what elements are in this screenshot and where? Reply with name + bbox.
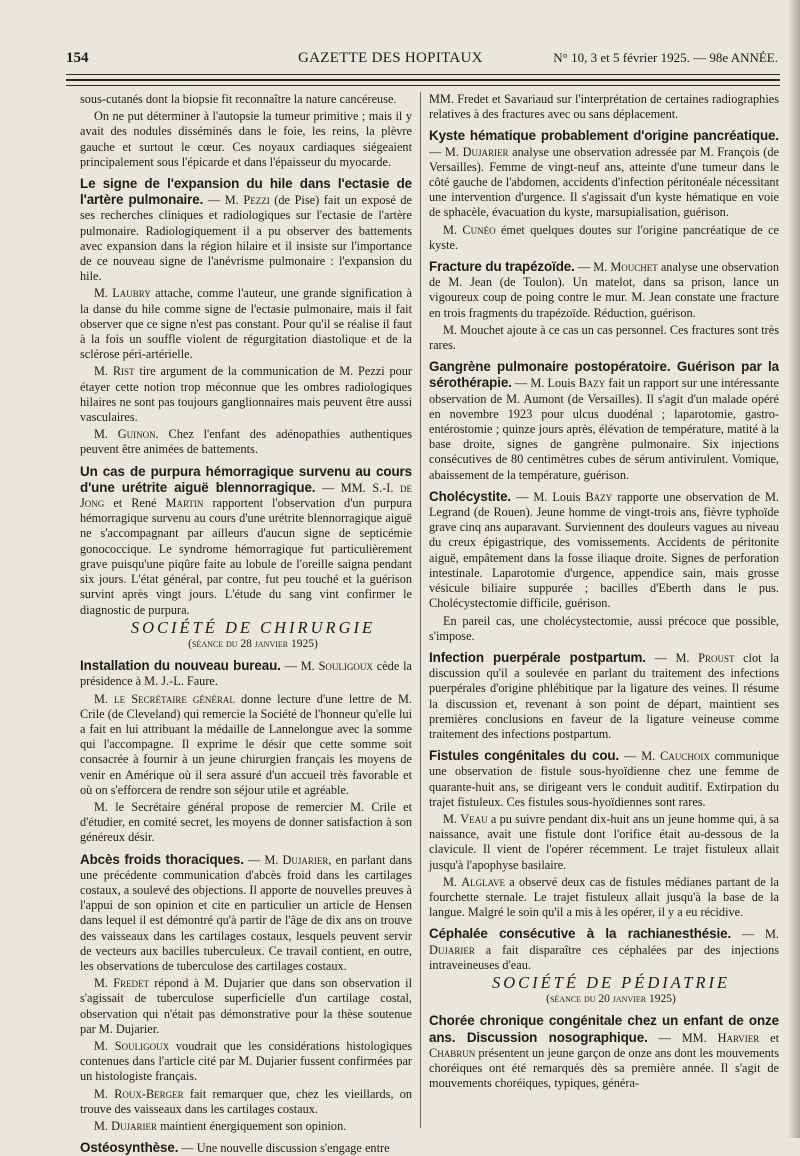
author-name: Roux-Berger	[114, 1086, 184, 1101]
paragraph: M. Dujarier maintient énergiquement son opinion.	[94, 1119, 347, 1133]
section-title: Chorée chronique congénitale chez un enfant de onze ans. Discussion nosographique.	[429, 1013, 779, 1045]
section-text: rapporte une observation de M. Legrand (de Rouen). Jeune homme de vingt-trois ans, fièvre typhoïde grave cinq ans auparavant. Surviennent des douleurs vagues au niveau du creux épigastrique, des vomissements. Accidents de péritonite aiguë, empâtement dans la fosse iliaque droite. Signes de perforation intestinale. Laparotomie d'urgence, appendice sain, mais grosse vésicule biliaire suppurée ; bacilles d'Eberth dans le pus. Cholécystectomie difficile, guérison.	[429, 489, 779, 611]
header-rule-bottom	[66, 85, 780, 86]
paragraph-text: a pu suivre pendant dix-huit ans un jeune homme qui, à sa naissance, avait une fistule dont l'orifice était au-dessous de la clavicule. Il vient de l'opérer récemment. Le trajet fistuleux allait jusqu'à l'apophyse basilaire.	[429, 811, 779, 872]
author-name: Mouchet	[610, 260, 658, 275]
running-header	[66, 44, 778, 70]
paragraph: M. le Secrétaire général propose de remercier M. Crile et d'étudier, en comité secret, les moyens de donner satisfaction à son généreux désir.	[80, 799, 412, 845]
author-name: Souligoux	[114, 1038, 170, 1053]
author-name: Bazy	[578, 376, 606, 391]
paragraph-text: Chez l'enfant des adénopathies authentiques peuvent être animées de battements.	[80, 427, 412, 457]
page-number: 154	[66, 50, 89, 66]
author-name: Dujarier,	[282, 852, 332, 867]
paragraph: M. Laubry attache, comme l'auteur, une grande signification à la danse du hile comme signe de l'ectasie pulmonaire, mais il fait observer que ce signe n'est pas constant. Pour qu'il se réalise il faut à la fois un souffle violent de régurgitation diastolique et de la sclérose péri-artérielle.	[80, 286, 412, 362]
session-date	[429, 992, 779, 1007]
session-prefix: (séance du	[546, 993, 596, 1006]
header-rule-top	[66, 74, 780, 75]
header-rule-middle	[66, 79, 780, 81]
paragraph-text: attache, comme l'auteur, une grande signification à la danse du hile comme signe de l'ectasie pulmonaire, mais il fait observer que ce signe n'est pas constant. Pour qu'il se réalise il faut à la fois un souffle violent de régurgitation diastolique et de la sclérose péri-artérielle.	[80, 286, 412, 362]
author-name: Alglave	[461, 874, 505, 889]
paragraph: M. Alglave a observé deux cas de fistules médianes partant de la fourchette sternale. Le trajet fistuleux allait jusqu'à la base de la langue. Malgré le soin qu'il a mis à les opérer, il y a eu récidive.	[429, 874, 779, 920]
author-name: Dujarier	[462, 144, 509, 159]
paragraph: En pareil cas, une cholécystectomie, aussi précoce que possible, s'impose.	[429, 613, 779, 643]
section-text: a fait disparaître ces céphalées par des injections intraveineuses d'eau.	[429, 942, 779, 972]
session-prefix: (séance du	[188, 637, 238, 650]
paragraph-text: voudrait que les considérations histologiques contenues dans l'article cité par M. Dujarier fussent confirmées par un histologiste français.	[80, 1038, 412, 1084]
section-title: Kyste hématique probablement d'origine pancréatique.	[429, 128, 779, 144]
paragraph: M. Veau a pu suivre pendant dix-huit ans un jeune homme qui, à sa naissance, avait une fistule dont l'orifice était au-dessous de la clavicule. Il vient de l'opérer récemment. Le trajet fistuleux allait jusqu'à l'apophyse basilaire.	[429, 811, 779, 872]
section-title: Abcès froids thoraciques.	[80, 851, 244, 867]
author-name: Bazy	[585, 489, 613, 504]
section-text: analyse une observation de M. Jean (de Toulon). Un matelot, dans sa prison, lance un vigoureux coup de poing contre le mur. M. Jean constate une fracture en trois fragments du trapézoïde. Réduction, guérison.	[429, 260, 779, 320]
section-text: (de Pise) fait un exposé de ses recherches cliniques et radiologiques sur l'ectasie de l'artère pulmonaire. Radiologiquement il a pu observer des battements avec expansion dans la région hilaire et il insiste sur l'importance de ce nouveau signe de l'anévrisme pulmonaire : l'expansion du hile.	[80, 193, 412, 284]
section-text: fait un rapport sur une intéressante observation de M. Aumont (de Versailles). Il s'agit d'un malade opéré en novembre 1923 pour ulcus duodénal ; laparotomie, gastro-entérostomie ; quinze jours après, élévation de température, matité à la base droite, signes de gangrène pulmonaire. Six injections consécutives de 80 centimètres cubes de sérum antivirulent. Vomique, abaissement de la température, guérison.	[429, 376, 779, 482]
connector-text: et René	[113, 496, 157, 511]
column-divider	[420, 92, 421, 1128]
section-title: Céphalée consécutive à la rachianesthésie.	[429, 926, 732, 942]
paragraph: M. Cunéo émet quelques doutes sur l'origine pancréatique de ce kyste.	[429, 222, 779, 252]
session-date-value: 20 janvier 1925)	[598, 993, 676, 1006]
section-text: cède la présidence à M. J.-L. Faure.	[80, 659, 412, 689]
author-name: Veau	[460, 811, 488, 826]
paragraph: sous-cutanés dont la biopsie fit reconnaître la nature cancéreuse.	[80, 92, 397, 106]
author-name: Pezzi	[243, 193, 270, 208]
author-name: le Secrétaire général	[114, 691, 235, 706]
section-title: Gangrène pulmonaire postopératoire. Guérison par la sérothérapie.	[429, 359, 779, 391]
section-title: Fistules congénitales du cou.	[429, 748, 620, 764]
society-title-pediatrie: SOCIÉTÉ DE PÉDIATRIE	[491, 972, 731, 992]
section-text: clot la discussion qu'il a soulevée en parlant du traitement des infections puerpérales d'origine phlébitique par la ligature des veines. Il résume la discussion et, revenant à son point de départ, maintient ses premières conclusions en faveur de la ligature veineuse comme traitement des infections postpartum.	[429, 650, 780, 741]
journal-title: GAZETTE DES HOPITAUX	[298, 50, 483, 66]
section-title: Ostéosynthèse.	[80, 1140, 179, 1156]
paragraph-text: maintient énergiquement son opinion.	[160, 1119, 347, 1133]
author-name: Martin	[165, 496, 204, 511]
page-edge-shadow	[788, 0, 800, 1138]
paragraph: M. Souligoux voudrait que les considérations histologiques contenues dans l'article cité par M. Dujarier fussent confirmées par un histologiste français.	[80, 1038, 412, 1084]
section-text: communique une observation de fistule sous-hyoïdienne chez une femme de quarante-huit ans, se dirigeant vers le conduit auditif. Extirpation du trajet fistuleux. Ces fistules sous-hyoïdiennes sont rares.	[429, 749, 780, 809]
paragraph: M. Guinon. Chez l'enfant des adénopathies authentiques peuvent être animées de battements.	[80, 427, 412, 457]
author-name: Dujarier	[429, 942, 475, 957]
section-title: Fracture du trapézoïde.	[429, 259, 575, 275]
author-name: Harvier	[717, 1030, 760, 1045]
author-name: Laubry	[112, 286, 151, 301]
paragraph: M. Fredet répond à M. Dujarier que dans son observation il s'agissait de tuberculose superficielle d'un cartilage costal, observation qui n'était pas démonstrative pour la thèse soutenue par M. Dujarier.	[80, 976, 412, 1036]
session-date	[80, 637, 412, 652]
section-title: Le signe de l'expansion du hile dans l'ectasie de l'artère pulmonaire.	[80, 176, 412, 208]
issue-info: N° 10, 3 et 5 février 1925. — 98e ANNÉE.	[553, 50, 778, 65]
author-name: Souligoux	[318, 659, 373, 674]
section-text: en parlant dans une précédente communication d'abcès froid dans les cartilages costaux, a soulevé des objections. Il apporte de nouvelles preuves à l'appui de son opinion et cite en particulier un article de Hensen dans lequel il est démontré qu'à partir de l'âge de dix ans on trouve des vaisseaux dans les cartilages costaux, lesquels peuvent servir de vecteurs aux bacilles tuberculeux. Ce travail contient, en outre, les observations de tuberculose des cartilages costaux.	[80, 852, 413, 973]
paragraph-text: répond à M. Dujarier que dans son observation il s'agissait de tuberculose superficielle d'un cartilage costal, observation qui n'était pas démonstrative pour la thèse soutenue par M. Dujarier.	[80, 976, 412, 1036]
author-name: Chabrun	[429, 1045, 476, 1060]
society-title-chirurgie: SOCIÉTÉ DE CHIRURGIE	[130, 617, 376, 637]
section-text: — Une nouvelle discussion s'engage entre	[181, 1141, 390, 1156]
author-name: Fredet	[113, 976, 150, 991]
section-title: Cholécystite.	[429, 488, 512, 504]
author-name: Cunéo	[462, 222, 496, 237]
paragraph-text: a observé deux cas de fistules médianes partant de la fourchette sternale. Le trajet fistuleux allait jusqu'à la base de la langue. Malgré le soin qu'il a mis à les opérer, il y a eu récidive.	[429, 874, 779, 920]
paragraph: M. Roux-Berger fait remarquer que, chez les vieillards, on trouve des vaisseaux dans les cartilages costaux.	[80, 1086, 412, 1116]
section-text: rapportent l'observation d'un purpura hémorragique survenu au cours d'une urétrite blennorragique aiguë ne s'accompagnant par ailleurs d'aucun signe de septicémie gonococcique. Le syndrome hémorragique fut particulièrement grave puisqu'une piqûre faite au lobule de l'oreille saigna pendant six jours. L'état général, par contre, fut peu touché et la guérison survint après vingt jours. L'étude du sang vint confirmer le diagnostic de purpura.	[80, 496, 412, 617]
section-title: Infection puerpérale postpartum.	[429, 649, 646, 665]
paragraph-text: fait remarquer que, chez les vieillards, on trouve des vaisseaux dans les cartilages costaux.	[80, 1086, 412, 1116]
paragraph: MM. Fredet et Savariaud sur l'interprétation de certaines radiographies relatives à des fractures avec ou sans déplacement.	[429, 92, 779, 122]
author-name: S.-I. de Jong	[80, 480, 412, 511]
author-name: Dujarier	[111, 1119, 157, 1133]
author-name: Guinon.	[117, 427, 159, 442]
section-title: Un cas de purpura hémorragique survenu au cours d'une urétrite aiguë blennorragique.	[80, 463, 412, 495]
paragraph: M. Mouchet ajoute à ce cas un cas personnel. Ces fractures sont très rares.	[429, 322, 779, 353]
paragraph-text: donne lecture d'une lettre de M. Crile (de Cleveland) qui remercie la Société de l'honneur qu'elle lui a fait en lui attribuant la médaille de Lannelongue avec la somme qui l'accompagne. Il exprime le désir que cette somme soit consacrée à fournir à un jeune chirurgien français les moyens de venir en Amérique où il sera assuré d'un accueil très favorable et où on s'efforcera de rendre son séjour utile et agréable.	[80, 691, 412, 797]
author-name: Rist	[112, 364, 135, 379]
section-title: Installation du nouveau bureau.	[80, 658, 281, 674]
section-text: analyse une observation adressée par M. François (de Versailles). Femme de vingt-neuf ans, atteinte d'une tumeur dans le côté gauche de l'abdomen, accidents d'infection péritonéale nécessitant une intervention d'urgence. Il s'agissait d'un kyste hématique en voie de sphacèle, évacuation du kyste, marsupialisation, guérison.	[429, 144, 779, 220]
right-column: MM. Fredet et Savariaud sur l'interprétation de certaines radiographies relatives à des fractures avec ou sans déplacement. Kyste hématique probablement d'origine pancréatique. — M. Dujarier analyse une observation adressée par M. François (de Versailles). Femme de vingt-neuf ans, atteinte d'une tumeur dans le côté gauche de l'abdomen, accidents d'infection péritonéale nécessitant une intervention d'urgence. Il s'agissait d'un kyste hématique en voie de sphacèle, évacuation du kyste, marsupialisation, guérison. M. Cunéo émet quelques doutes sur l'origine pancréatique de ce kyste. Fracture du trapézoïde. — M. Mouchet analyse une observation de M. Jean (de Toulon). Un matelot, dans sa prison, lance un vigoureux coup de poing contre le mur. M. Jean constate une fracture en trois fragments du trapézoïde. Réduction, guérison. M. Mouchet ajoute à ce cas un cas personnel. Ces fractures sont très rares. Gangrène pulmonaire postopératoire. Guérison par la sérothérapie. — M. Louis Bazy fait un rapport sur une intéressante observation de M. Aumont (de Versailles). Il s'agit d'un malade opéré en novembre 1923 pour ulcus duodénal ; laparotomie, gastro-entérostomie ; quinze jours après, élévation de température, matité à la base droite, signes de gangrène pulmonaire. Six injections consécutives de 80 centimètres cubes de sérum antivirulent. Vomique, abaissement de la température, guérison. Cholécystite. — M. Louis Bazy rapporte une observation de M. Legrand (de Rouen). Jeune homme de vingt-trois ans, fièvre typhoïde grave cinq ans auparavant. Surviennent des douleurs vagues au niveau du creux épigastrique, des vomissements. Accidents de péritonite aiguë, empâtement dans la fosse iliaque droite. Signes de perforation intestinale. Laparotomie d'urgence, appendice sain, mais grosse vésicule biliaire suppurée ; bacilles d'Eberth dans le pus. Cholécystectomie difficile, guérison. En pareil cas, une cholécystectomie, aussi précoce que possible, s'impose. Infection puerpérale postpartum. — M. Proust clot la discussion qu'il a soulevée en parlant du traitement des infections puerpérales d'origine phlébitique par la ligature des veines. Il résume la discussion et, revenant à son point de départ, maintient ses premières conclusions en faveur de la ligature veineuse comme traitement des infections postpartum. Fistules congénitales du cou. — M. Cauchoix communique une observation de fistule sous-hyoïdienne chez une femme de quarante-huit ans, se dirigeant vers le conduit auditif. Extirpation du trajet fistuleux. Ces fistules sous-hyoïdiennes sont rares. M. Veau a pu suivre pendant dix-huit ans un jeune homme qui, à sa naissance, avait une fistule dont l'orifice était au-dessous de la clavicule. Il vient de l'opérer récemment. Le trajet fistuleux allait jusqu'à l'apophyse basilaire. M. Alglave a observé deux cas de fistules médianes partant de la fourchette sternale. Le trajet fistuleux allait jusqu'à la base de la langue. Malgré le soin qu'il a mis à les opérer, il y a eu récidive. Céphalée consécutive à la rachianesthésie. — M. Dujarier a fait disparaître ces céphalées par des injections intraveineuses d'eau. SOCIÉTÉ DE PÉDIATRIE (séance du 20 janvier 1925) Chorée chronique congénitale chez un enfant de onze ans. Discussion nosographique. — MM. Harvier et Chabrun présentent un jeune garçon de onze ans dont les mouvements choréiques ont été remarqués dès sa première année. Il s'agit de mouvements choréiques, typiques, généra-	[429, 92, 780, 1091]
paragraph-text: émet quelques doutes sur l'origine pancréatique de ce kyste.	[429, 222, 779, 252]
paragraph-text: tire argument de la communication de M. Pezzi pour étayer cette notion trop méconnue que les ombres radiologiques hilaires ne sont pas toujours ganglionnaires mais peuvent être aussi vasculaires.	[80, 364, 412, 425]
session-date-value: 28 janvier 1925)	[240, 637, 318, 650]
author-name: Cauchoix	[660, 749, 710, 764]
section-text: présentent un jeune garçon de onze ans dont les mouvements choréiques ont été remarqués dès sa première année. Il s'agit de mouvements choréiques, typiques, généra-	[429, 1045, 779, 1091]
connector-text: et	[770, 1030, 779, 1045]
paragraph: M. Rist tire argument de la communication de M. Pezzi pour étayer cette notion trop méconnue que les ombres radiologiques hilaires ne sont pas toujours ganglionnaires mais peuvent être aussi vasculaires.	[80, 364, 412, 425]
author-name: Proust	[698, 650, 735, 665]
paragraph: On ne put déterminer à l'autopsie la tumeur primitive ; mais il y avait des nodules disséminés dans le foie, les reins, la plèvre gauche et surtout le cœur. Ces noyaux cardiaques siégeaient principalement sous l'épicarde et dans l'épaisseur du myocarde.	[80, 109, 412, 169]
paragraph: M. le Secrétaire général donne lecture d'une lettre de M. Crile (de Cleveland) qui remercie la Société de l'honneur qu'elle lui a fait en lui attribuant la médaille de Lannelongue avec la somme qui l'accompagne. Il exprime le désir que cette somme soit consacrée à fournir à un jeune chirurgien français les moyens de venir en Amérique où il sera assuré d'un accueil très favorable et où on s'efforcera de rendre son séjour utile et agréable.	[80, 691, 412, 797]
left-column: sous-cutanés dont la biopsie fit reconnaître la nature cancéreuse. On ne put déterminer à l'autopsie la tumeur primitive ; mais il y avait des nodules disséminés dans le foie, les reins, la plèvre gauche et surtout le cœur. Ces noyaux cardiaques siégeaient principalement sous l'épicarde et dans l'épaisseur du myocarde. Le signe de l'expansion du hile dans l'ectasie de l'artère pulmonaire. — M. Pezzi (de Pise) fait un exposé de ses recherches cliniques et radiologiques sur l'ectasie de l'artère pulmonaire. Radiologiquement il a pu observer des battements avec expansion dans la région hilaire et il insiste sur l'importance de ce nouveau signe de l'anévrisme pulmonaire : l'expansion du hile. M. Laubry attache, comme l'auteur, une grande signification à la danse du hile comme signe de l'ectasie pulmonaire, mais il fait observer que ce signe n'est pas constant. Pour qu'il se réalise il faut à la fois un souffle violent de régurgitation diastolique et de la sclérose péri-artérielle. M. Rist tire argument de la communication de M. Pezzi pour étayer cette notion trop méconnue que les ombres radiologiques hilaires ne sont pas toujours ganglionnaires mais peuvent être aussi vasculaires. M. Guinon. Chez l'enfant des adénopathies authentiques peuvent être animées de battements. Un cas de purpura hémorragique survenu au cours d'une urétrite aiguë blennorragique. — MM. S.-I. de Jong et René Martin rapportent l'observation d'un purpura hémorragique survenu au cours d'une urétrite blennorragique aiguë ne s'accompagnant par ailleurs d'aucun signe de septicémie gonococcique. Le syndrome hémorragique fut particulièrement grave puisqu'une piqûre faite au lobule de l'oreille saigna pendant six jours. L'état général, par contre, fut peu touché et la guérison survint après vingt jours. L'étude du sang vint confirmer le diagnostic de purpura. SOCIÉTÉ DE CHIRURGIE (séance du 28 janvier 1925) Installation du nouveau bureau. — M. Souligoux cède la présidence à M. J.-L. Faure. M. le Secrétaire général donne lecture d'une lettre de M. Crile (de Cleveland) qui remercie la Société de l'honneur qu'elle lui a fait en lui attribuant la médaille de Lannelongue avec la somme qui l'accompagne. Il exprime le désir que cette somme soit consacrée à fournir à un jeune chirurgien français les moyens de venir en Amérique où il sera assuré d'un accueil très favorable et où on s'efforcera de rendre son séjour utile et agréable. M. le Secrétaire général propose de remercier M. Crile et d'étudier, en comité secret, les moyens de donner satisfaction à son généreux désir. Abcès froids thoraciques. — M. Dujarier, en parlant dans une précédente communication d'abcès froid dans les cartilages costaux, a soulevé des objections. Il apporte de nouvelles preuves à l'appui de son opinion et cite en particulier un article de Hensen dans lequel il est démontré qu'à partir de l'âge de dix ans on trouve des vaisseaux dans les cartilages costaux, lesquels peuvent servir de vecteurs aux bacilles tuberculeux. Ce travail contient, en outre, les observations de tuberculose des cartilages costaux. M. Fredet répond à M. Dujarier que dans son observation il s'agissait de tuberculose superficielle d'un cartilage costal, observation qui n'était pas démonstrative pour la thèse soutenue par M. Dujarier. M. Souligoux voudrait que les considérations histologiques contenues dans l'article cité par M. Dujarier fussent confirmées par un histologiste français. M. Roux-Berger fait remarquer que, chez les vieillards, on trouve des vaisseaux dans les cartilages costaux. M. Dujarier maintient énergiquement son opinion. Ostéosynthèse. — Une nouvelle discussion s'engage entre	[80, 92, 413, 1156]
